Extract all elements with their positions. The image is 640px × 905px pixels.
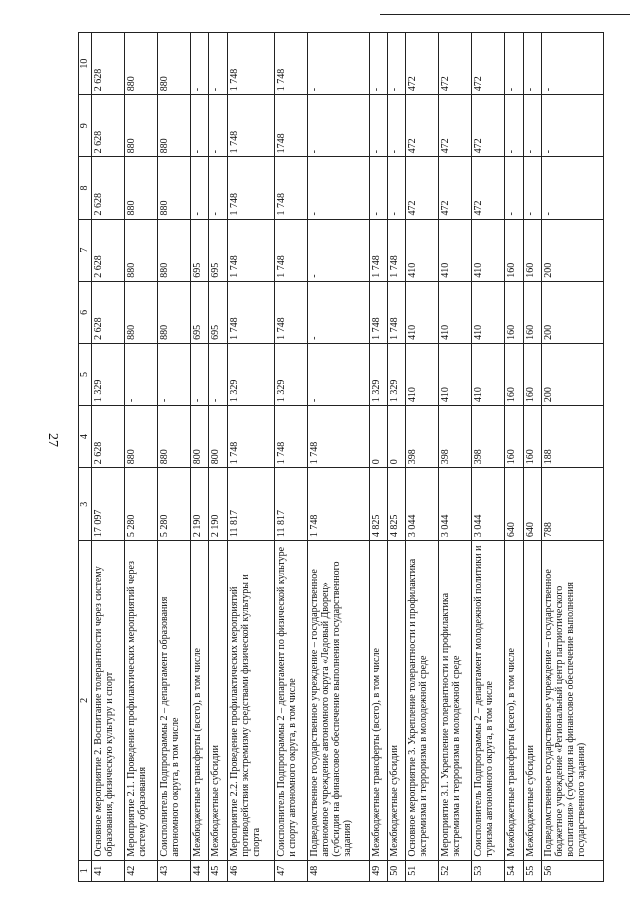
value-col-5: 200 bbox=[542, 343, 604, 405]
value-col-10: - bbox=[388, 33, 406, 95]
value-col-5: - bbox=[157, 343, 190, 405]
value-col-10: - bbox=[209, 33, 227, 95]
value-col-7: 1 748 bbox=[274, 219, 307, 281]
value-col-8: - bbox=[209, 157, 227, 219]
row-number: 53 bbox=[472, 860, 505, 881]
value-col-6: 1 748 bbox=[369, 281, 387, 343]
row-name: Мероприятие 2.1. Проведение профилактических мероприятий через систему образования bbox=[124, 541, 157, 860]
value-col-6: 695 bbox=[209, 281, 227, 343]
row-name: Мероприятие 2.2. Проведение профилактических мероприятий противодействия экстремизму средствами физической культуры и спорта bbox=[227, 541, 274, 860]
value-col-10: 880 bbox=[124, 33, 157, 95]
value-col-5: - bbox=[124, 343, 157, 405]
row-number: 43 bbox=[157, 860, 190, 881]
value-col-6: 1 748 bbox=[388, 281, 406, 343]
value-col-9: 880 bbox=[124, 95, 157, 157]
row-name: Межбюджетные субсидии bbox=[388, 541, 406, 860]
value-col-4: 0 bbox=[369, 406, 387, 468]
value-col-6: 410 bbox=[472, 281, 505, 343]
value-col-8: 472 bbox=[406, 157, 439, 219]
value-col-3: 788 bbox=[542, 468, 604, 541]
value-col-7: 880 bbox=[124, 219, 157, 281]
row-name: Межбюджетные трансферты (всего), в том числе bbox=[190, 541, 208, 860]
value-col-5: 1 329 bbox=[92, 343, 125, 405]
value-col-6: 410 bbox=[439, 281, 472, 343]
value-col-4: 188 bbox=[542, 406, 604, 468]
value-col-3: 5 280 bbox=[157, 468, 190, 541]
value-col-4: 398 bbox=[439, 406, 472, 468]
value-col-5: - bbox=[307, 343, 369, 405]
value-col-5: 160 bbox=[505, 343, 523, 405]
value-col-5: 410 bbox=[472, 343, 505, 405]
value-col-10: - bbox=[369, 33, 387, 95]
value-col-6: 1 748 bbox=[274, 281, 307, 343]
header-cell: 6 bbox=[79, 281, 92, 343]
table-row bbox=[307, 33, 369, 882]
value-col-4: 398 bbox=[472, 406, 505, 468]
value-col-4: 160 bbox=[523, 406, 541, 468]
value-col-4: 1 748 bbox=[274, 406, 307, 468]
table-row bbox=[406, 33, 439, 882]
value-col-8: - bbox=[369, 157, 387, 219]
value-col-6: 695 bbox=[190, 281, 208, 343]
value-col-5: 410 bbox=[439, 343, 472, 405]
table-row bbox=[92, 33, 125, 882]
value-col-3: 3 044 bbox=[472, 468, 505, 541]
value-col-7: 1 748 bbox=[369, 219, 387, 281]
value-col-8: 472 bbox=[472, 157, 505, 219]
value-col-6: 2 628 bbox=[92, 281, 125, 343]
value-col-4: 160 bbox=[505, 406, 523, 468]
table-row bbox=[369, 33, 387, 882]
row-number: 54 bbox=[505, 860, 523, 881]
value-col-10: 1 748 bbox=[274, 33, 307, 95]
value-col-9: 1 748 bbox=[227, 95, 274, 157]
top-rule bbox=[380, 14, 630, 15]
header-cell: 5 bbox=[79, 343, 92, 405]
row-number: 44 bbox=[190, 860, 208, 881]
header-cell: 3 bbox=[79, 468, 92, 541]
table-row bbox=[505, 33, 523, 882]
value-col-8: 1 748 bbox=[274, 157, 307, 219]
value-col-8: 880 bbox=[157, 157, 190, 219]
value-col-6: 200 bbox=[542, 281, 604, 343]
value-col-5: - bbox=[190, 343, 208, 405]
value-col-4: 1 748 bbox=[227, 406, 274, 468]
row-name: Межбюджетные субсидии bbox=[209, 541, 227, 860]
row-name: Мероприятие 3.1. Укрепление толерантности и профилактика экстремизма и терроризма в молодежной среде bbox=[439, 541, 472, 860]
value-col-3: 2 190 bbox=[190, 468, 208, 541]
row-name: Основное мероприятие 2. Воспитание толерантности через систему образования, физическую культуру и спорт bbox=[92, 541, 125, 860]
value-col-7: - bbox=[307, 219, 369, 281]
value-col-7: 160 bbox=[523, 219, 541, 281]
value-col-9: - bbox=[388, 95, 406, 157]
table-row bbox=[388, 33, 406, 882]
header-cell: 9 bbox=[79, 95, 92, 157]
table-row bbox=[523, 33, 541, 882]
table-row bbox=[439, 33, 472, 882]
header-cell: 4 bbox=[79, 406, 92, 468]
value-col-5: 1 329 bbox=[274, 343, 307, 405]
value-col-5: - bbox=[209, 343, 227, 405]
value-col-7: 410 bbox=[439, 219, 472, 281]
value-col-3: 3 044 bbox=[439, 468, 472, 541]
value-col-4: 800 bbox=[209, 406, 227, 468]
row-number: 51 bbox=[406, 860, 439, 881]
value-col-5: 410 bbox=[406, 343, 439, 405]
value-col-7: 1 748 bbox=[227, 219, 274, 281]
row-number: 46 bbox=[227, 860, 274, 881]
rotated-table-container bbox=[78, 32, 604, 882]
value-col-3: 17 097 bbox=[92, 468, 125, 541]
value-col-6: - bbox=[307, 281, 369, 343]
value-col-7: 160 bbox=[505, 219, 523, 281]
value-col-5: 1 329 bbox=[369, 343, 387, 405]
value-col-9: - bbox=[209, 95, 227, 157]
row-name: Соисполнитель Подпрограммы 2 – департамент по физической культуре и спорту автономного округа, в том числе bbox=[274, 541, 307, 860]
table-row bbox=[472, 33, 505, 882]
row-name: Основное мероприятие 3. Укрепление толерантности и профилактика экстремизма и терроризма в молодежной среде bbox=[406, 541, 439, 860]
row-number: 56 bbox=[542, 860, 604, 881]
value-col-10: 880 bbox=[157, 33, 190, 95]
value-col-8: - bbox=[505, 157, 523, 219]
value-col-9: 472 bbox=[439, 95, 472, 157]
value-col-3: 11 817 bbox=[274, 468, 307, 541]
value-col-6: 880 bbox=[124, 281, 157, 343]
value-col-9: 1748 bbox=[274, 95, 307, 157]
row-number: 52 bbox=[439, 860, 472, 881]
value-col-8: 472 bbox=[439, 157, 472, 219]
value-col-7: 880 bbox=[157, 219, 190, 281]
header-cell: 10 bbox=[79, 33, 92, 95]
row-name: Подведомственное государственное учреждение – государственное бюджетное учреждение «Региональный центр патриотического воспитания» (субсидия на финансовое обеспечение выполнения государственного задания) bbox=[542, 541, 604, 860]
table-row bbox=[274, 33, 307, 882]
value-col-9: 472 bbox=[472, 95, 505, 157]
value-col-5: 1 329 bbox=[227, 343, 274, 405]
value-col-8: - bbox=[190, 157, 208, 219]
value-col-3: 11 817 bbox=[227, 468, 274, 541]
value-col-3: 1 748 bbox=[307, 468, 369, 541]
value-col-7: 695 bbox=[209, 219, 227, 281]
value-col-4: 1 748 bbox=[307, 406, 369, 468]
row-number: 42 bbox=[124, 860, 157, 881]
table-row bbox=[124, 33, 157, 882]
row-name: Межбюджетные субсидии bbox=[523, 541, 541, 860]
value-col-9: - bbox=[190, 95, 208, 157]
table-row bbox=[190, 33, 208, 882]
value-col-7: 1 748 bbox=[388, 219, 406, 281]
value-col-8: 1 748 bbox=[227, 157, 274, 219]
value-col-3: 5 280 bbox=[124, 468, 157, 541]
value-col-10: - bbox=[307, 33, 369, 95]
row-number: 50 bbox=[388, 860, 406, 881]
value-col-8: 880 bbox=[124, 157, 157, 219]
row-name: Соисполнитель Подпрограммы 2 – департамент молодежной политики и туризма автономного округа, в том числе bbox=[472, 541, 505, 860]
value-col-3: 640 bbox=[523, 468, 541, 541]
value-col-9: 2 628 bbox=[92, 95, 125, 157]
value-col-10: - bbox=[523, 33, 541, 95]
value-col-9: - bbox=[523, 95, 541, 157]
header-cell: 1 bbox=[79, 860, 92, 881]
value-col-9: - bbox=[542, 95, 604, 157]
row-number: 47 bbox=[274, 860, 307, 881]
value-col-7: 410 bbox=[406, 219, 439, 281]
value-col-5: 160 bbox=[523, 343, 541, 405]
value-col-8: - bbox=[388, 157, 406, 219]
value-col-6: 160 bbox=[523, 281, 541, 343]
value-col-9: - bbox=[505, 95, 523, 157]
value-col-9: 472 bbox=[406, 95, 439, 157]
header-row bbox=[79, 33, 92, 882]
value-col-3: 4 825 bbox=[388, 468, 406, 541]
value-col-7: 2 628 bbox=[92, 219, 125, 281]
header-cell: 2 bbox=[79, 541, 92, 860]
row-number: 48 bbox=[307, 860, 369, 881]
value-col-4: 880 bbox=[157, 406, 190, 468]
value-col-10: 472 bbox=[406, 33, 439, 95]
row-name: Межбюджетные трансферты (всего), в том числе bbox=[369, 541, 387, 860]
value-col-10: 1 748 bbox=[227, 33, 274, 95]
value-col-3: 2 190 bbox=[209, 468, 227, 541]
value-col-9: 880 bbox=[157, 95, 190, 157]
value-col-7: 200 bbox=[542, 219, 604, 281]
value-col-8: - bbox=[523, 157, 541, 219]
value-col-6: 880 bbox=[157, 281, 190, 343]
value-col-7: 410 bbox=[472, 219, 505, 281]
value-col-5: 1 329 bbox=[388, 343, 406, 405]
row-number: 41 bbox=[92, 860, 125, 881]
value-col-9: - bbox=[307, 95, 369, 157]
table-row bbox=[157, 33, 190, 882]
row-number: 45 bbox=[209, 860, 227, 881]
table-row bbox=[209, 33, 227, 882]
table-row bbox=[542, 33, 604, 882]
budget-table bbox=[78, 32, 604, 882]
value-col-4: 800 bbox=[190, 406, 208, 468]
value-col-10: - bbox=[542, 33, 604, 95]
row-name: Подведомственное государственное учреждение – государственное автономное учреждение автономного округа «Ледовый Дворец» (субсидия на финансовое обеспечение выполнения государственного задания) bbox=[307, 541, 369, 860]
value-col-10: - bbox=[505, 33, 523, 95]
value-col-3: 4 825 bbox=[369, 468, 387, 541]
row-number: 49 bbox=[369, 860, 387, 881]
value-col-4: 2 628 bbox=[92, 406, 125, 468]
value-col-6: 160 bbox=[505, 281, 523, 343]
row-name: Межбюджетные трансферты (всего), в том числе bbox=[505, 541, 523, 860]
value-col-10: 2 628 bbox=[92, 33, 125, 95]
row-number: 55 bbox=[523, 860, 541, 881]
header-cell: 7 bbox=[79, 219, 92, 281]
header-cell: 8 bbox=[79, 157, 92, 219]
table-row bbox=[227, 33, 274, 882]
value-col-10: 472 bbox=[472, 33, 505, 95]
value-col-4: 398 bbox=[406, 406, 439, 468]
value-col-3: 3 044 bbox=[406, 468, 439, 541]
value-col-8: - bbox=[542, 157, 604, 219]
value-col-6: 410 bbox=[406, 281, 439, 343]
value-col-3: 640 bbox=[505, 468, 523, 541]
value-col-4: 0 bbox=[388, 406, 406, 468]
value-col-7: 695 bbox=[190, 219, 208, 281]
value-col-6: 1 748 bbox=[227, 281, 274, 343]
row-name: Соисполнитель Подпрограммы 2 – департамент образования автономного округа, в том числе bbox=[157, 541, 190, 860]
value-col-10: 472 bbox=[439, 33, 472, 95]
value-col-4: 880 bbox=[124, 406, 157, 468]
value-col-8: 2 628 bbox=[92, 157, 125, 219]
page-number: 27 bbox=[45, 433, 60, 447]
value-col-9: - bbox=[369, 95, 387, 157]
value-col-8: - bbox=[307, 157, 369, 219]
value-col-10: - bbox=[190, 33, 208, 95]
